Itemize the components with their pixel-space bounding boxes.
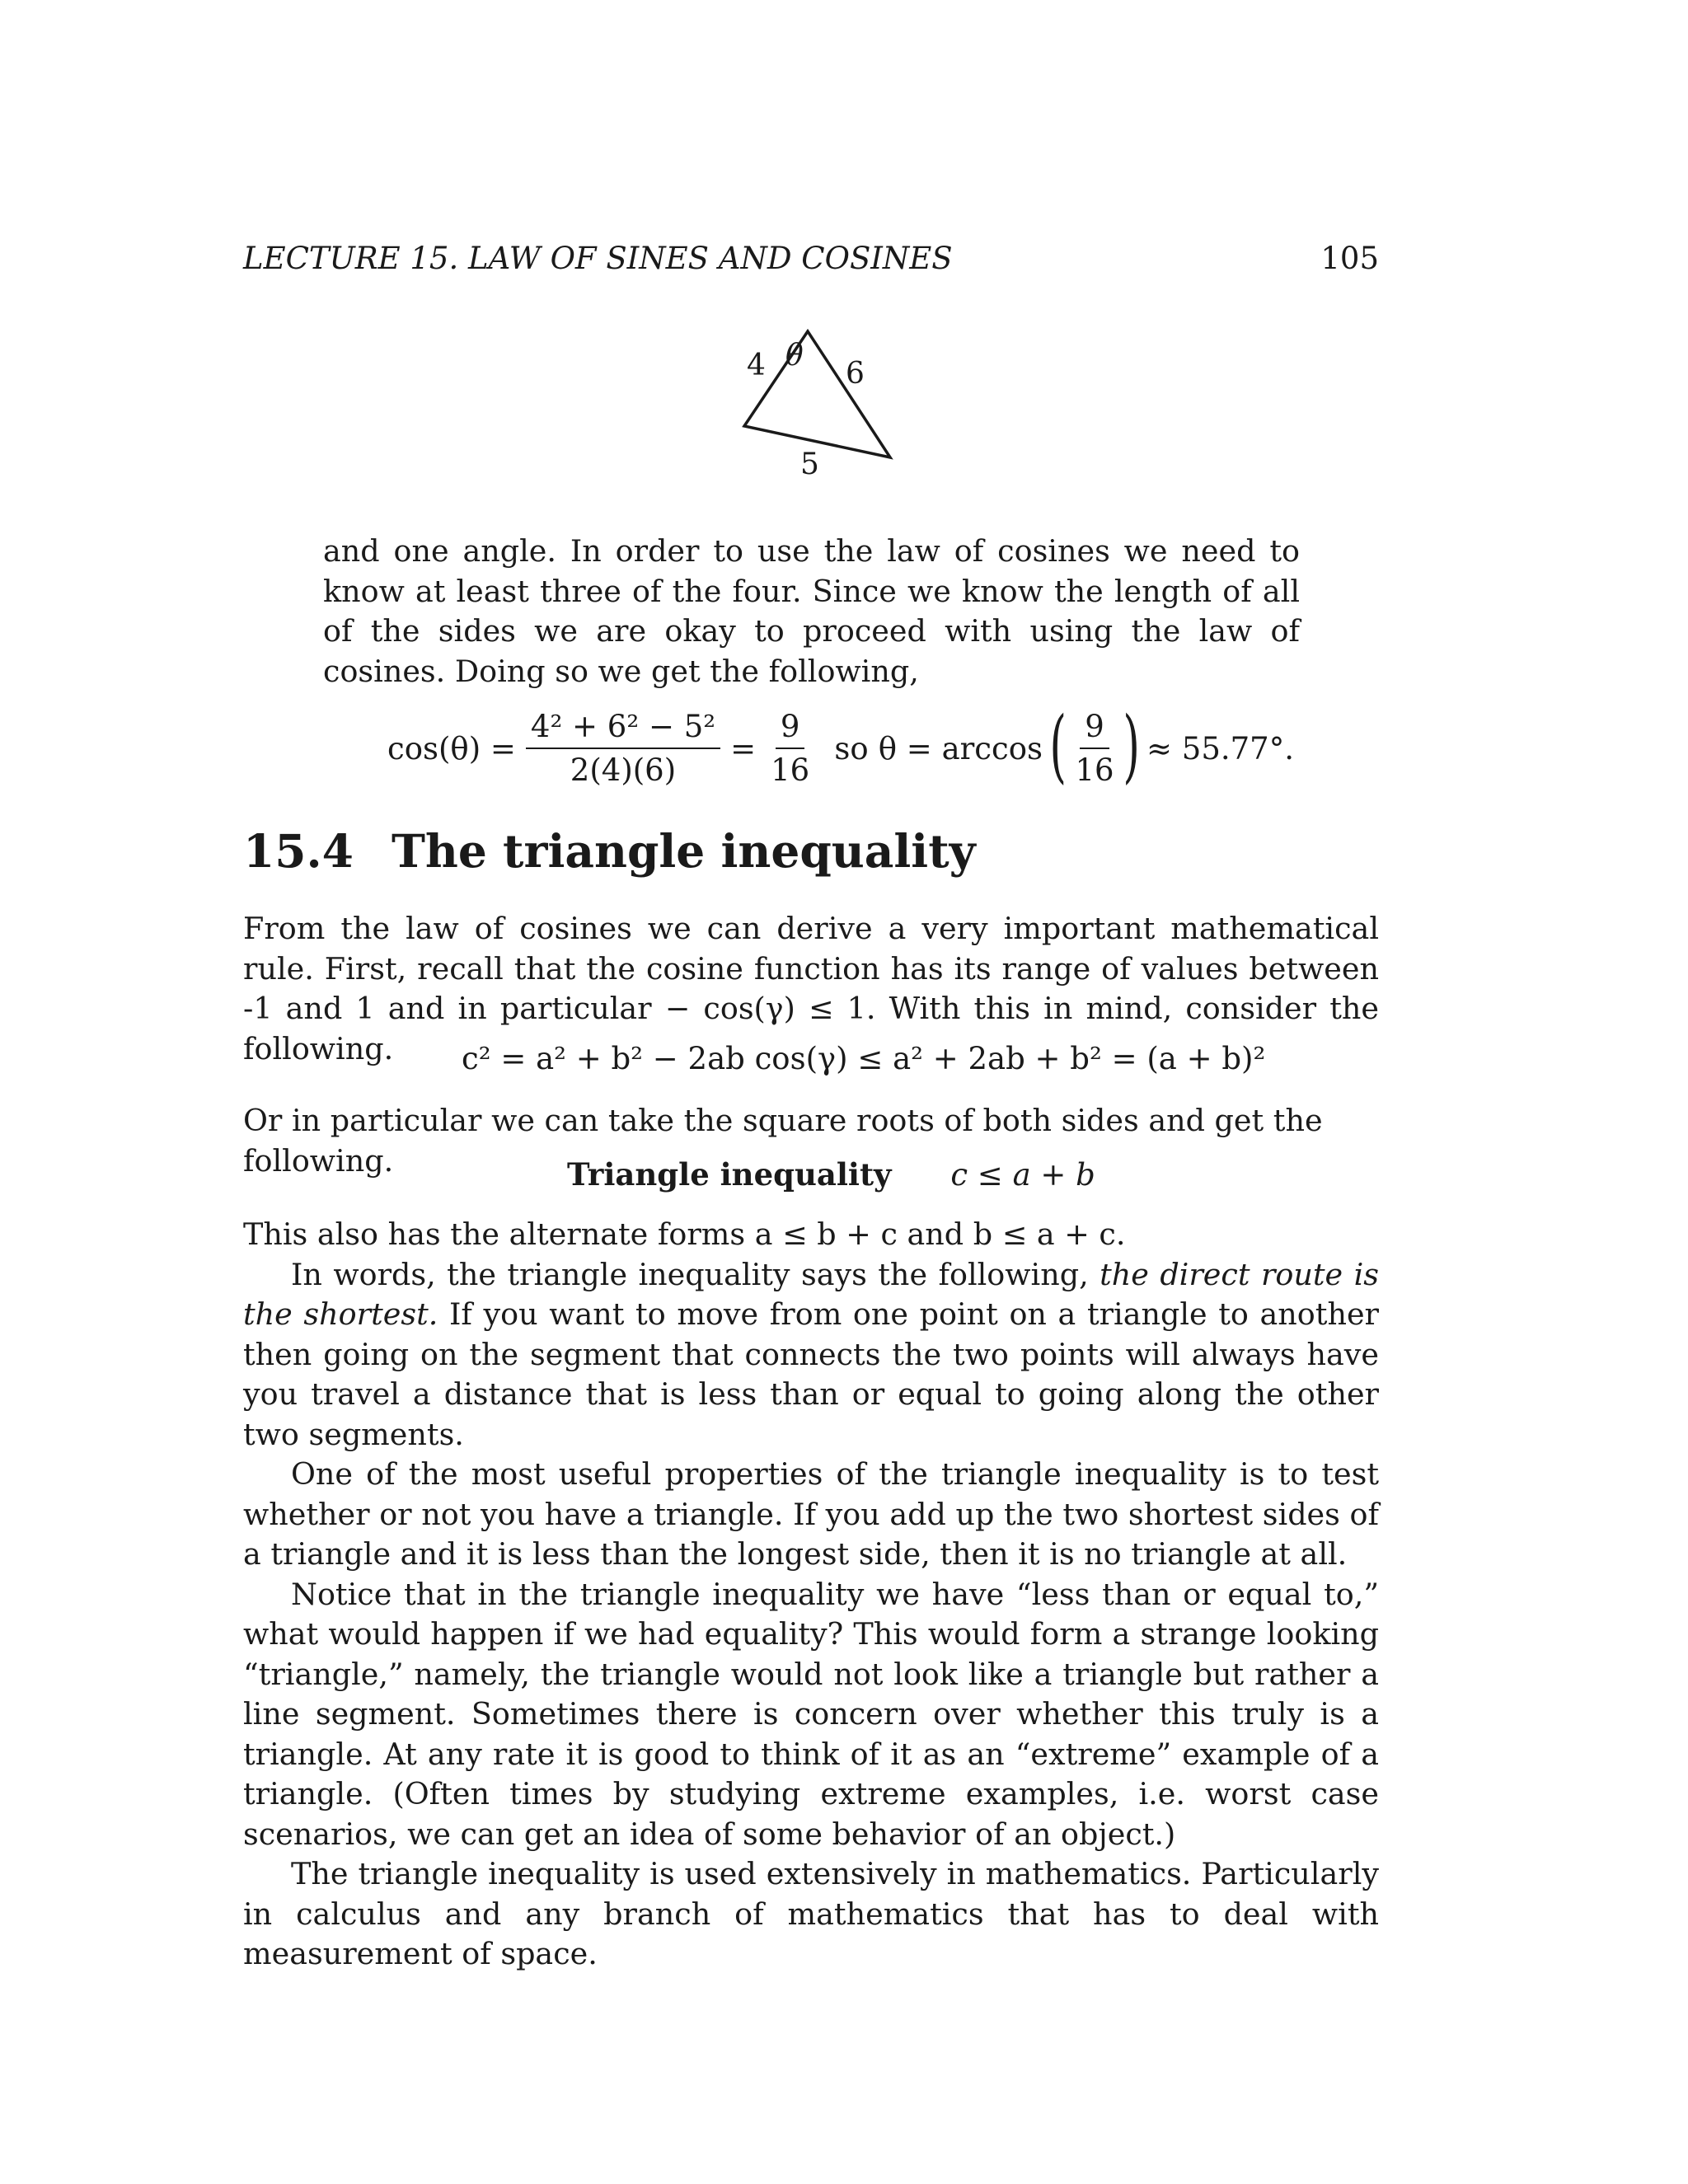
cos-lhs: cos(θ) = <box>387 730 516 766</box>
section-heading <box>243 824 1067 878</box>
cos-fraction <box>526 709 720 788</box>
equals-sign: = <box>730 730 757 766</box>
page-number: 105 <box>1320 241 1379 276</box>
angle-result: ≈ 55.77°. <box>1146 730 1294 766</box>
paragraph-continued: and one angle. In order to use the law of cosines we need to know at least three of the four. Since we know the length of all of the sides we are okay to proceed with using the law of cosines. Doing so we get the following, <box>323 533 1300 689</box>
fraction-denominator: 16 <box>771 752 810 788</box>
fraction-numerator: 9 <box>776 709 805 749</box>
right-paren: ) <box>1123 700 1140 792</box>
in-words-rest: If you want to move from one point on a triangle to another then going on the segment that connects the two points will always have you travel a distance that is less than or equal to going along the other two segments. <box>243 1296 1380 1452</box>
extensive-text: The triangle inequality is used extensively in mathematics. Particularly in calculus and any branch of mathematics that has to deal with measurement of space. <box>243 1856 1379 1971</box>
angle-label: θ <box>785 339 804 373</box>
nine-sixteenths-fraction <box>766 709 814 788</box>
triangle-inequality-label: Triangle inequality <box>567 1156 892 1193</box>
arccos-fraction-denominator: 16 <box>1075 752 1114 788</box>
paragraph-law-intro: From the law of cosines we can derive a very important mathematical rule. First, recall that the cosine function has its range of values between -1 and 1 and in particular − cos(γ) ≤ 1. With this in mind, consider the following. <box>243 911 1379 1066</box>
paragraph-sqrt-intro: Or in particular we can take the square roots of both sides and get the following. <box>243 1103 1323 1179</box>
equality-text: Notice that in the triangle inequality we have “less than or equal to,” what would happen if we had equality? This would form a strange looking “triangle,” namely, the triangle would not look like a triangle but rather a line segment. Sometimes there is concern over whether this truly is a triangle. At any rate it is good to think of it as an “extreme” example of a triangle. (Often times by studying extreme examples, i.e. worst case scenarios, we can get an idea of some behavior of an object.) <box>243 1576 1379 1852</box>
section-title: The triangle inequality <box>392 824 976 878</box>
paragraphs-body <box>243 1215 1379 1975</box>
triangle-inequality-expression: c ≤ a + b <box>950 1157 1095 1193</box>
cos-fraction-denominator: 2(4)(6) <box>570 752 677 788</box>
theta-arccos: θ = arccos <box>878 730 1043 766</box>
paragraph-equality <box>243 1575 1379 1855</box>
in-words-start: In words, the triangle inequality says the following, <box>291 1256 1100 1292</box>
paragraph-in-words <box>243 1255 1379 1455</box>
running-title: LECTURE 15. LAW OF SINES AND COSINES <box>243 241 953 276</box>
arccos-fraction-numerator: 9 <box>1080 709 1109 749</box>
in-words-emphasis: the direct route is the shortest. <box>243 1256 1379 1332</box>
paragraph-alt-forms: This also has the alternate forms a ≤ b + c and b ≤ a + c. <box>243 1216 1126 1252</box>
left-paren: ( <box>1049 700 1067 792</box>
law-of-cosines-equation: c² = a² + b² − 2ab cos(γ) ≤ a² + 2ab + b² = (a + b)² <box>462 1041 1266 1076</box>
triangle-shape <box>744 331 890 457</box>
arccos-fraction <box>1070 709 1118 788</box>
side-label-bottom: 5 <box>800 448 819 481</box>
side-label-right: 6 <box>846 357 865 391</box>
so-word: so <box>834 730 869 766</box>
triangle-inequality-statement <box>567 1156 1144 1193</box>
side-label-left: 4 <box>747 349 766 382</box>
useful-text: One of the most useful properties of the triangle inequality is to test whether or not you have a triangle. If you add up the two shortest sides of a triangle and it is less than the longest side, then it is no triangle at all. <box>243 1456 1379 1572</box>
section-number: 15.4 <box>243 824 354 878</box>
cosine-equation <box>387 699 1294 798</box>
paragraph-useful <box>243 1455 1379 1575</box>
triangle-diagram <box>709 317 923 494</box>
running-head <box>243 241 1379 282</box>
cos-fraction-numerator: 4² + 6² − 5² <box>526 709 720 749</box>
paragraph-extensive <box>243 1854 1379 1975</box>
triangle-figure <box>709 317 923 494</box>
